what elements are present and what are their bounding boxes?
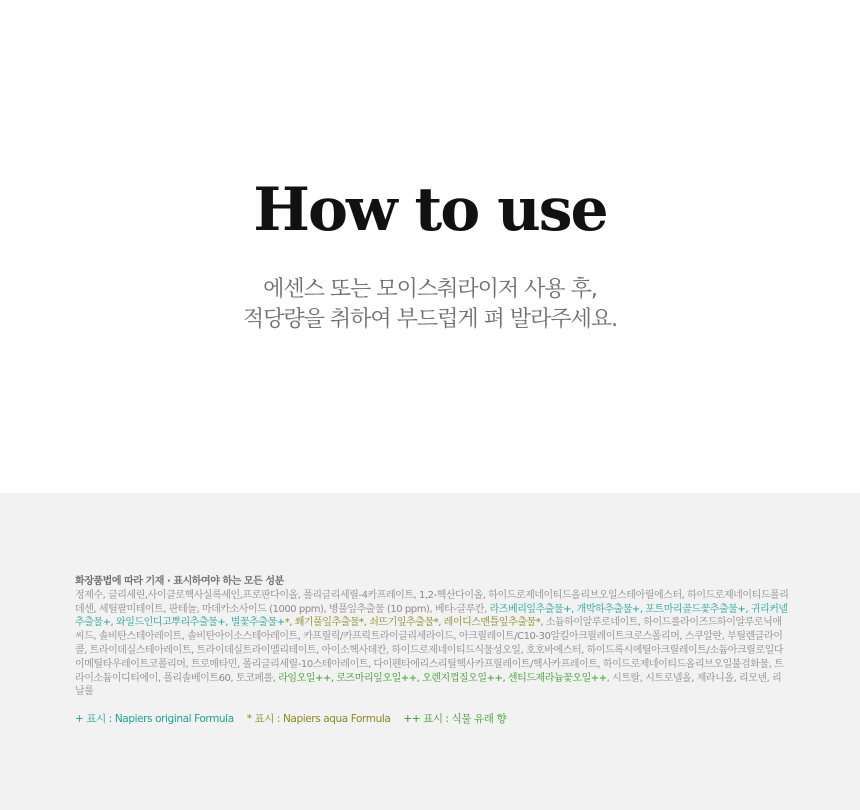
ingredient-segment: , 소듐하이알루로네이트, 하이드롤라이즈드하이알루로닉애씨드, 솔비탄스테아레이트, 솔비탄아이소스테아레이트, 카프릴릭/카프릭트라이글리세라이드, 아크릴레이트/C10-30알킬아크릴레이트크로스폴리머, 스쿠알란, 부틸렌글라이콜, 트라이데실스테아레이트, 트라이데실트라이멜리테이트, 아이소헥사데칸, 하이드로제네이티드식물성오일, 호호바에스터, 하이드록시에틸아크릴레이트/소듐아크릴로일다이메틸타우레이트코폴리머, 트로메타민, 폴리글리세릴-10스테아레이트, 다이펜타에리스리틸헥사카프릴레이트/헥사카프레이트, 하이드로제네이티드올리브오일불검화물, 트라이소듐이디티에이, 폴리솔베이트60, 토코페롤, <box>75 617 784 684</box>
ingredients-heading: 화장품법에 따라 기재 · 표시하여야 하는 모든 성분 <box>75 576 284 587</box>
legend-plant-fragrance: ++ 표시 : 식물 유래 향 <box>403 713 507 725</box>
ingredients-text <box>75 575 790 699</box>
ingredient-segment-plant-fragrance: 라임오일++, 로즈마리잎오일++, 오렌지껍질오일++, 센티드제라늄꽃오일++ <box>278 672 607 684</box>
usage-instructions <box>0 275 860 335</box>
legend-original-formula: + 표시 : Napiers original Formula <box>75 713 234 725</box>
legend-aqua-formula: * 표시 : Napiers aqua Formula <box>246 713 391 725</box>
ingredient-segment: , 시트랄, 시트로넬올, 제라니올, 리모넨, 리날룰 <box>75 672 782 698</box>
ingredients-panel <box>0 493 860 810</box>
ingredients-legend <box>75 712 790 726</box>
ingredient-segment-aqua-formula: *, 쐐기풀잎추출물*, 쇠뜨기잎추출물*, 레이디스맨틀잎추출물* <box>284 617 541 629</box>
page-title: How to use <box>253 175 607 245</box>
usage-line-2: 적당량을 취하여 부드럽게 펴 발라주세요. <box>242 307 618 332</box>
ingredient-segment-original-formula: 라즈베리잎추출물+, 개박하추출물+, 포트마리골드꽃추출물+, 귀리커넬추출물+, 와일드인디고뿌리추출물+, 별꽃추출물+ <box>75 603 788 629</box>
usage-line-1: 에센스 또는 모이스춰라이저 사용 후, <box>263 277 597 302</box>
ingredient-segment: 정제수, 글리세린,사이클로헥사실록세인,프로판다이올, 폴리글리세릴-4카프레이트, 1,2-헥산다이올, 하이드로제네이티드올리브오일스테아릴에스터, 하이드로제네이티드폴리데센, 세틸팔미테이트, 판테놀, 마데카소사이드 (1000 ppm), 병풀잎추출물 (10 ppm), 베타-글루칸, <box>75 589 789 615</box>
